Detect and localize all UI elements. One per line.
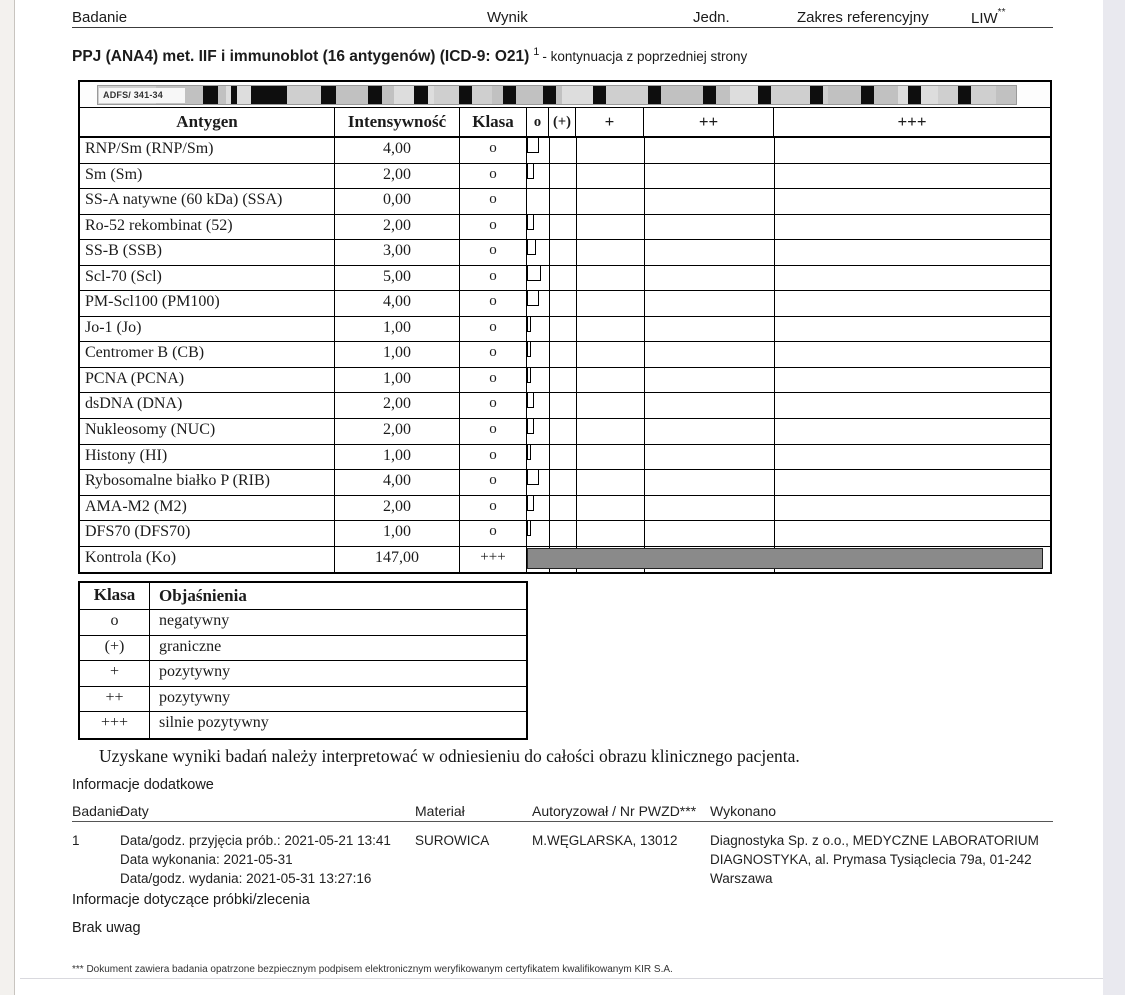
info-table-divider [72,821,1053,822]
intensity-bar [527,240,536,255]
blot-band [503,86,516,104]
intensity-bar [527,164,534,179]
chart-grid-line [576,138,577,163]
class-value: o [460,215,527,240]
intensity-bar [527,342,531,357]
legend-row [80,610,526,636]
intensity-value: 5,00 [335,266,460,291]
blot-strip-row [80,82,1050,108]
class-value: o [460,164,527,189]
class-value: +++ [460,547,527,573]
class-value: o [460,521,527,546]
chart-grid-line [644,240,645,265]
legend-header-klasa: Klasa [80,583,150,609]
antigen-name: AMA-M2 (M2) [80,496,335,521]
chart-grid-line [576,521,577,546]
intensity-chart-cell [527,419,1050,444]
class-value: o [460,470,527,495]
antigen-name: RNP/Sm (RNP/Sm) [80,138,335,163]
antigen-name: Ro-52 rekombinat (52) [80,215,335,240]
legend-body [80,610,526,738]
intensity-value: 2,00 [335,496,460,521]
chart-grid-line [576,445,577,470]
chart-grid-line [644,291,645,316]
result-row [80,445,1050,471]
interpretation-note: Uzyskane wyniki badań należy interpretować w odniesieniu do całości obrazu klinicznego pacjenta. [99,746,800,766]
intensity-bar [527,419,534,434]
column-header-liw: LIW** [971,7,1006,27]
legend-header-row [80,583,526,610]
result-row [80,266,1050,292]
header-antygen: Antygen [80,108,335,136]
chart-grid-line [549,215,550,240]
chart-grid-line [549,138,550,163]
info-header-daty: Daty [120,803,149,819]
antigen-name: dsDNA (DNA) [80,393,335,418]
intensity-bar [527,393,534,408]
intensity-value: 2,00 [335,164,460,189]
intensity-bar [527,368,531,383]
result-row [80,164,1050,190]
chart-grid-line [774,419,775,444]
chart-grid-line [549,342,550,367]
chart-grid-line [576,317,577,342]
blot-band [414,86,428,104]
chart-grid-line [549,291,550,316]
chart-grid-line [644,393,645,418]
chart-grid-line [549,445,550,470]
blot-band [459,86,472,104]
intensity-value: 1,00 [335,317,460,342]
sample-note: Brak uwag [72,920,141,936]
legend-description: negatywny [159,612,230,629]
blot-band [543,86,556,104]
chart-grid-line [644,521,645,546]
info-badanie-value: 1 [72,833,80,848]
class-legend-table [78,581,528,740]
chart-grid-line [576,342,577,367]
intensity-bar [527,266,541,281]
chart-grid-line [549,393,550,418]
chart-grid-line [774,138,775,163]
intensity-bar [527,138,539,153]
legend-class: o [80,610,150,635]
class-value: o [460,368,527,393]
class-value: o [460,393,527,418]
header-class-borderline: (+) [549,108,576,136]
result-row [80,189,1050,215]
class-value: o [460,189,527,214]
header-klasa: Klasa [460,108,527,136]
intensity-bar [527,215,534,230]
intensity-chart-cell [527,521,1050,546]
legend-row [80,661,526,687]
test-title: PPJ (ANA4) met. IIF i immunoblot (16 antygenów) (ICD-9: O21) $^1$ - kontynuacja z poprzedniej strony [72,46,748,66]
intensity-chart-cell [527,189,1050,214]
viewer-right-margin [1103,0,1125,995]
chart-grid-line [774,215,775,240]
blot-band [908,86,921,104]
chart-grid-line [774,445,775,470]
legend-row [80,636,526,662]
antigen-name: Nukleosomy (NUC) [80,419,335,444]
intensity-value: 4,00 [335,470,460,495]
info-autoryzowal-value: M.WĘGLARSKA, 13012 [532,833,678,848]
column-header-zakres: Zakres referencyjny [797,9,929,26]
chart-grid-line [576,215,577,240]
blot-band [593,86,606,104]
intensity-value: 2,00 [335,215,460,240]
result-row [80,138,1050,164]
result-row [80,419,1050,445]
chart-grid-line [774,266,775,291]
intensity-value: 1,00 [335,521,460,546]
intensity-chart-cell [527,547,1050,573]
result-row [80,470,1050,496]
result-row [80,291,1050,317]
chart-grid-line [576,189,577,214]
strip-label: ADFS/ 341-34 [99,88,185,103]
intensity-chart-cell [527,240,1050,265]
result-row [80,368,1050,394]
result-row [80,317,1050,343]
blot-band [758,86,771,104]
antigen-name: Histony (HI) [80,445,335,470]
additional-info-title: Informacje dodatkowe [72,777,214,793]
info-material-value: SUROWICA [415,833,490,848]
class-value: o [460,291,527,316]
intensity-chart-cell [527,164,1050,189]
legend-description: silnie pozytywny [159,714,269,732]
chart-grid-line [644,138,645,163]
intensity-bar [527,521,531,536]
chart-grid-line [774,317,775,342]
chart-grid-line [774,393,775,418]
blot-band [703,86,716,104]
legend-row [80,687,526,713]
chart-grid-line [644,496,645,521]
test-footnote-marker: 1 [533,46,540,58]
viewer-left-margin [0,0,15,995]
result-row [80,547,1050,573]
intensity-chart-cell [527,470,1050,495]
header-class-o: o [527,108,549,136]
antigen-name: PCNA (PCNA) [80,368,335,393]
antigen-name: Scl-70 (Scl) [80,266,335,291]
intensity-chart-cell [527,317,1050,342]
chart-grid-line [774,342,775,367]
antigen-name: Sm (Sm) [80,164,335,189]
legend-class: (+) [80,636,150,661]
sample-info-title: Informacje dotyczące próbki/zlecenia [72,892,310,908]
info-header-wykonano: Wykonano [710,803,777,819]
chart-grid-line [576,240,577,265]
intensity-value: 4,00 [335,291,460,316]
header-class-plus: + [576,108,644,136]
chart-grid-line [549,496,550,521]
intensity-chart-cell [527,496,1050,521]
intensity-bar [527,548,1043,569]
test-title-suffix: - kontynuacja z poprzedniej strony [542,49,748,65]
date-line: Data/godz. wydania: 2021-05-31 13:27:16 [120,871,372,886]
header-divider [72,27,1053,28]
blot-band [958,86,971,104]
chart-grid-line [549,317,550,342]
intensity-chart-cell [527,138,1050,163]
result-row [80,393,1050,419]
chart-grid-line [644,419,645,444]
chart-grid-line [576,164,577,189]
chart-grid-line [644,189,645,214]
legend-header-objasnienia: Objaśnienia [159,586,247,605]
chart-grid-line [549,266,550,291]
chart-grid-line [774,189,775,214]
result-row [80,215,1050,241]
chart-grid-line [644,368,645,393]
blot-band [861,86,874,104]
chart-grid-line [774,164,775,189]
result-row [80,496,1050,522]
result-row [80,521,1050,547]
intensity-value: 0,00 [335,189,460,214]
intensity-bar [527,470,539,485]
intensity-chart-cell [527,368,1050,393]
info-wykonano-value: Diagnostyka Sp. z o.o., MEDYCZNE LABORATORIUM DIAGNOSTYKA, al. Prymasa Tysiąclecia 79a, 01-242 Warszawa [710,833,1039,886]
chart-grid-line [774,291,775,316]
blot-band [321,86,336,104]
intensity-chart-cell [527,393,1050,418]
header-class-plusplusplus: +++ [897,112,927,131]
class-value: o [460,138,527,163]
date-line: Data wykonania: 2021-05-31 [120,852,293,867]
intensity-chart-cell [527,445,1050,470]
antigen-name: Rybosomalne białko P (RIB) [80,470,335,495]
blot-band [368,86,382,104]
blot-band [203,86,218,104]
result-row [80,342,1050,368]
intensity-chart-cell [527,215,1050,240]
column-header-jedn: Jedn. [693,9,730,26]
info-header-material: Materiał [415,803,465,819]
class-value: o [460,342,527,367]
intensity-bar [527,291,539,306]
class-value: o [460,317,527,342]
class-value: o [460,445,527,470]
chart-grid-line [774,368,775,393]
chart-grid-line [644,317,645,342]
intensity-value: 3,00 [335,240,460,265]
chart-grid-line [576,496,577,521]
antigen-name: DFS70 (DFS70) [80,521,335,546]
results-table-header [80,108,1050,138]
blot-band [251,86,287,104]
chart-grid-line [576,266,577,291]
chart-grid-line [549,521,550,546]
results-table-body [80,138,1050,572]
blot-band [231,86,237,104]
signature-footnote: *** Dokument zawiera badania opatrzone bezpiecznym podpisem elektronicznym weryfikowanym certyfikatem kwalifikowanym KIR S.A. [72,964,673,975]
page-bottom-divider [20,978,1103,979]
intensity-bar [527,317,531,332]
header-intensywnosc: Intensywność [335,108,460,136]
intensity-value: 147,00 [335,547,460,573]
intensity-bar [527,445,531,460]
chart-grid-line [576,393,577,418]
antigen-name: Centromer B (CB) [80,342,335,367]
legend-description: pozytywny [159,663,231,681]
chart-grid-line [576,368,577,393]
chart-grid-line [774,521,775,546]
intensity-value: 2,00 [335,419,460,444]
chart-grid-line [549,164,550,189]
chart-grid-line [644,342,645,367]
legend-description: graniczne [159,637,222,655]
intensity-chart-cell [527,342,1050,367]
chart-grid-line [549,189,550,214]
chart-grid-line [644,470,645,495]
result-row [80,240,1050,266]
chart-grid-line [576,291,577,316]
legend-class: ++ [80,687,150,712]
blot-strip-image [97,85,1017,105]
intensity-value: 4,00 [335,138,460,163]
column-header-badanie: Badanie [72,9,128,26]
column-header-wynik: Wynik [487,9,528,26]
antigen-name: Kontrola (Ko) [80,547,335,573]
legend-description: pozytywny [159,688,231,706]
chart-grid-line [644,215,645,240]
chart-grid-line [549,368,550,393]
intensity-chart-cell [527,266,1050,291]
legend-class: + [80,661,150,686]
chart-grid-line [549,240,550,265]
blot-band [810,86,823,104]
chart-grid-line [644,164,645,189]
chart-grid-line [549,419,550,444]
intensity-value: 1,00 [335,368,460,393]
class-value: o [460,496,527,521]
info-header-autoryzowal: Autoryzował / Nr PWZD*** [532,803,697,819]
chart-grid-line [576,419,577,444]
intensity-value: 1,00 [335,342,460,367]
class-value: o [460,419,527,444]
antigen-name: PM-Scl100 (PM100) [80,291,335,316]
intensity-value: 1,00 [335,445,460,470]
blot-band [648,86,661,104]
immunoblot-results-table [78,80,1052,574]
liw-footnote-marker: ** [997,7,1006,18]
intensity-value: 2,00 [335,393,460,418]
chart-grid-line [644,266,645,291]
antigen-name: Jo-1 (Jo) [80,317,335,342]
intensity-bar [527,496,534,511]
chart-grid-line [774,470,775,495]
chart-grid-line [774,240,775,265]
intensity-chart-cell [527,291,1050,316]
class-value: o [460,240,527,265]
legend-class: +++ [80,712,150,738]
class-value: o [460,266,527,291]
legend-row [80,712,526,738]
chart-grid-line [576,470,577,495]
header-class-plusplus: ++ [644,108,774,136]
antigen-name: SS-A natywne (60 kDa) (SSA) [80,189,335,214]
antigen-name: SS-B (SSB) [80,240,335,265]
chart-grid-line [549,470,550,495]
date-line: Data/godz. przyjęcia prób.: 2021-05-21 13:41 [120,833,391,848]
info-header-badanie: Badanie [72,803,124,819]
chart-grid-line [774,496,775,521]
chart-grid-line [644,445,645,470]
info-daty-value [120,831,391,888]
